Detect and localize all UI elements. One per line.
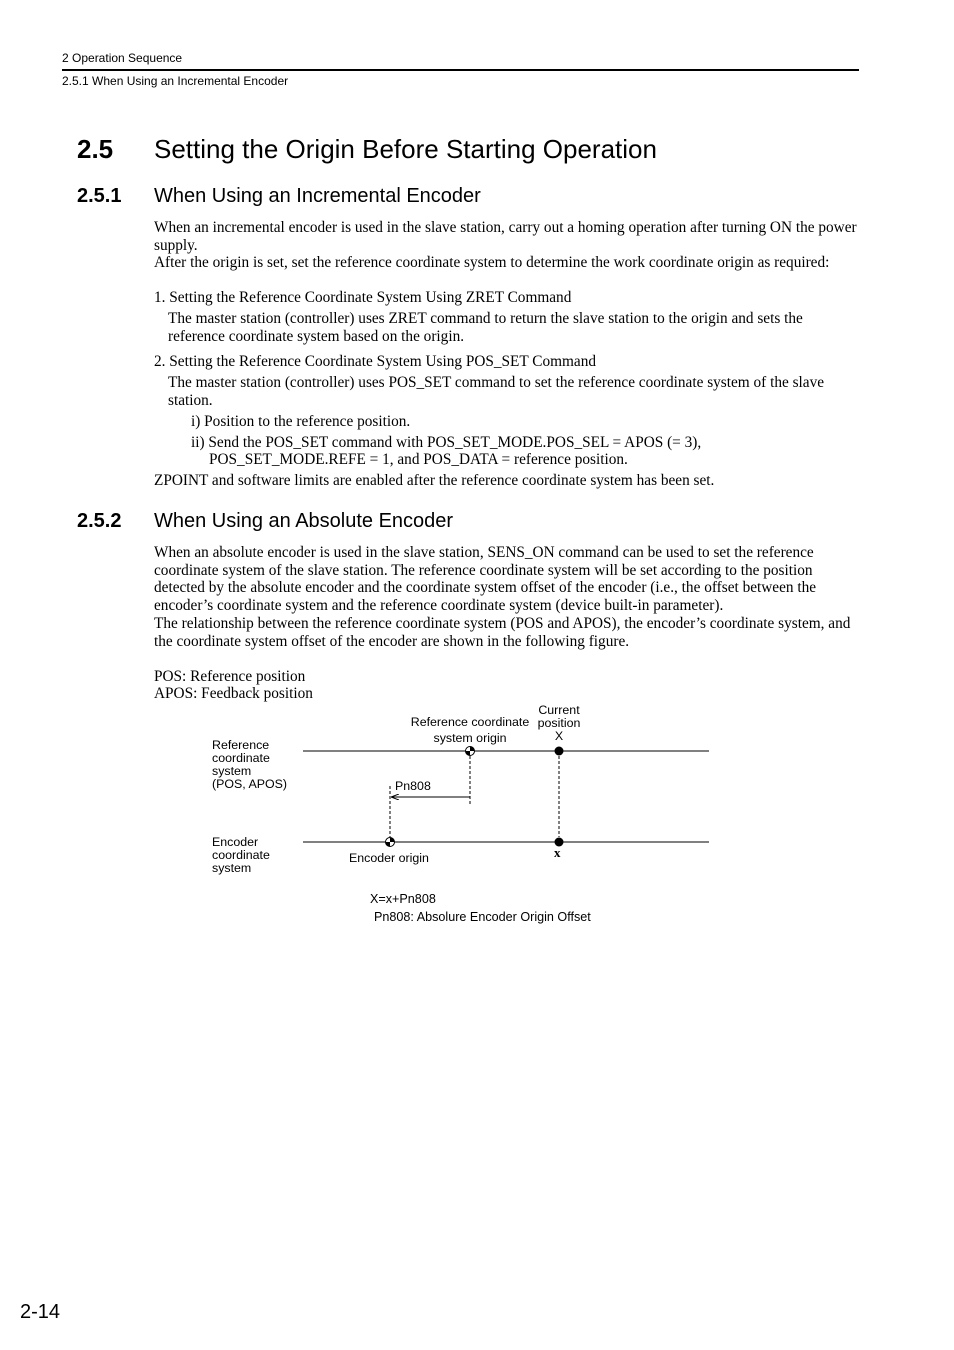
subsection-1-number: 2.5.1 [77, 185, 122, 207]
encoder-origin-label: Encoder origin [349, 851, 429, 865]
list-item-1-text: The master station (controller) uses ZRET command to return the slave station to the origin and sets the reference coordinate system based on the origin. [168, 310, 803, 345]
step-i: i) Position to the reference position. [191, 413, 411, 430]
intro-paragraph-1: When an incremental encoder is used in the slave station, carry out a homing operation after turning ON the power supply. [154, 219, 857, 254]
section-title: Setting the Origin Before Starting Operation [154, 134, 657, 164]
formula-note: Pn808: Absolure Encoder Origin Offset [374, 910, 591, 924]
list-item-2-text: The master station (controller) uses POS_SET command to set the reference coordinate system of the slave station. [168, 374, 825, 409]
absolute-paragraph-2: The relationship between the reference coordinate system (POS and APOS), the encoder’s coordinate system, and the coordinate system offset of the encoder are shown in the following figure. [154, 614, 851, 650]
encoder-system-label: Encoder coordinate system [212, 835, 270, 875]
running-header-chapter: 2 Operation Sequence [62, 51, 183, 65]
step-ii-line-2: POS_SET_MODE.REFE = 1, and POS_DATA = reference position. [209, 451, 628, 468]
list-item-1-heading: 1. Setting the Reference Coordinate System Using ZRET Command [154, 289, 572, 306]
closing-paragraph: ZPOINT and software limits are enabled after the reference coordinate system has been set. [154, 472, 715, 489]
reference-origin-label: Reference coordinate system origin [410, 715, 530, 745]
encoder-position-label: x [554, 845, 561, 860]
subsection-1-title: When Using an Incremental Encoder [154, 185, 481, 207]
legend-pos: POS: Reference position [154, 668, 306, 685]
intro-paragraph-2: After the origin is set, set the reference coordinate system to determine the work coordinate origin as required: [154, 254, 830, 272]
absolute-paragraph-1: When an absolute encoder is used in the slave station, SENS_ON command can be used to set the reference coordinate system of the slave station. The reference coordinate system will be set according to the position detected by the absolute encoder and the coordinate system offset of the encoder (i.e., the offset between the encoder’s coordinate system and the reference coordinate system (device built-in parameter). [154, 544, 817, 615]
subsection-2-title: When Using an Absolute Encoder [154, 510, 454, 532]
formula-text: X=x+Pn808 [370, 892, 436, 906]
encoder-origin-marker [386, 838, 395, 847]
page-number: 2-14 [20, 1301, 61, 1323]
section-number: 2.5 [77, 134, 114, 164]
reference-origin-marker [466, 747, 475, 756]
step-ii-line-1: ii) Send the POS_SET command with POS_SET_MODE.POS_SEL = APOS (= 3), [191, 434, 702, 451]
running-header-section: 2.5.1 When Using an Incremental Encoder [62, 74, 289, 88]
list-item-2-heading: 2. Setting the Reference Coordinate System Using POS_SET Command [154, 353, 597, 370]
current-position-label: Current position X [537, 703, 581, 743]
current-position-marker [555, 747, 564, 756]
legend-apos: APOS: Feedback position [154, 685, 313, 702]
offset-label: Pn808 [395, 779, 431, 793]
reference-system-label: Reference coordinate system (POS, APOS) [212, 738, 288, 791]
subsection-2-number: 2.5.2 [77, 510, 122, 532]
